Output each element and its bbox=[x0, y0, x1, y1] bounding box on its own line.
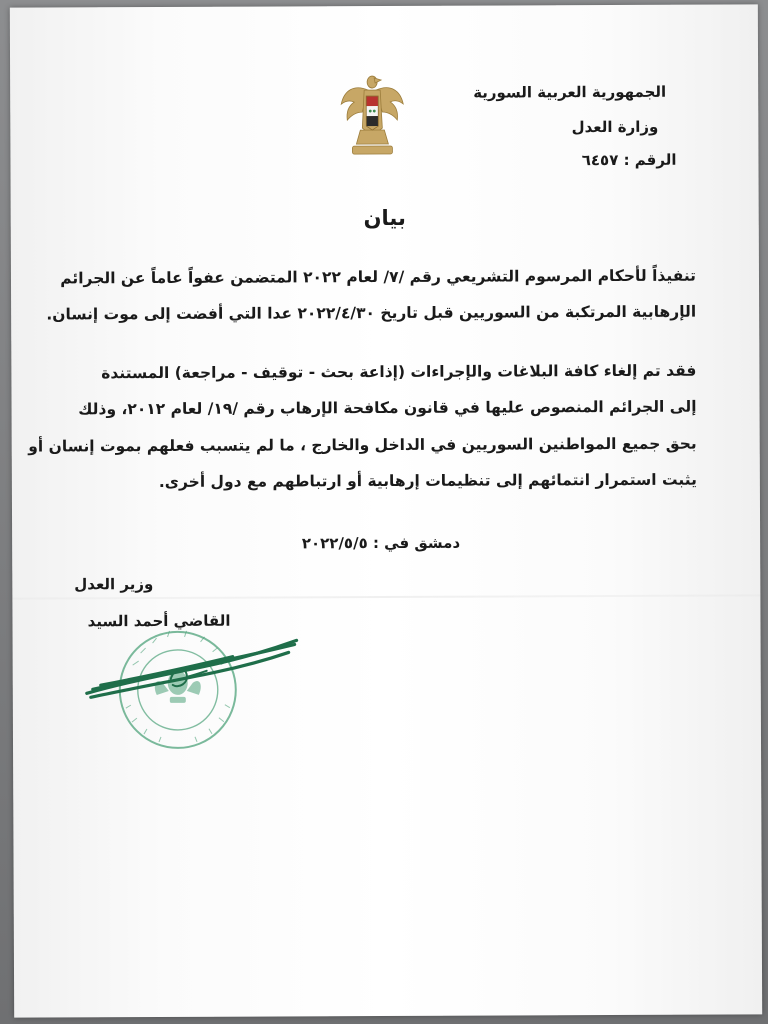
eagle-emblem-icon bbox=[338, 70, 406, 160]
header-ministry: وزارة العدل bbox=[571, 117, 659, 137]
document-page bbox=[10, 4, 762, 1017]
document-title: بيان bbox=[363, 205, 406, 231]
date-line: دمشق في : ٢٠٢٢/٥/٥ bbox=[301, 533, 461, 553]
minister-name: القاضي أحمد السيد bbox=[87, 611, 231, 631]
paragraph-2-line-1: فقد تم إلغاء كافة البلاغات والإجراءات (إذاعة بحث - توقيف - مراجعة) المستندة bbox=[101, 361, 697, 383]
paragraph-1-line-2: الإرهابية المرتكبة من السوريين قبل تاريخ ٢٠٢٢/٤/٣٠ عدا التي أفضت إلى موت إنسان. bbox=[46, 302, 697, 324]
header-country: الجمهورية العربية السورية bbox=[473, 82, 667, 102]
paragraph-2-line-4: يثبت استمرار انتمائهم إلى تنظيمات إرهابية أو ارتباطهم مع دول أخرى. bbox=[158, 470, 697, 491]
paragraph-2-line-2: إلى الجرائم المنصوص عليها في قانون مكافحة الإرهاب رقم /١٩/ لعام ٢٠١٢، وذلك bbox=[78, 397, 697, 419]
minister-position: وزير العدل bbox=[74, 575, 154, 594]
paragraph-2-line-3: بحق جميع المواطنين السوريين في الداخل والخارج ، ما لم يتسبب فعلهم بموت إنسان أو bbox=[28, 434, 697, 456]
paragraph-1-line-1: تنفيذاً لأحكام المرسوم التشريعي رقم /٧/ لعام ٢٠٢٢ المتضمن عفواً عاماً عن الجرائم bbox=[60, 266, 697, 288]
header-reference-number: الرقم : ٦٤٥٧ bbox=[581, 150, 677, 170]
paper-fold bbox=[12, 594, 760, 599]
handwritten-signature bbox=[83, 626, 303, 707]
